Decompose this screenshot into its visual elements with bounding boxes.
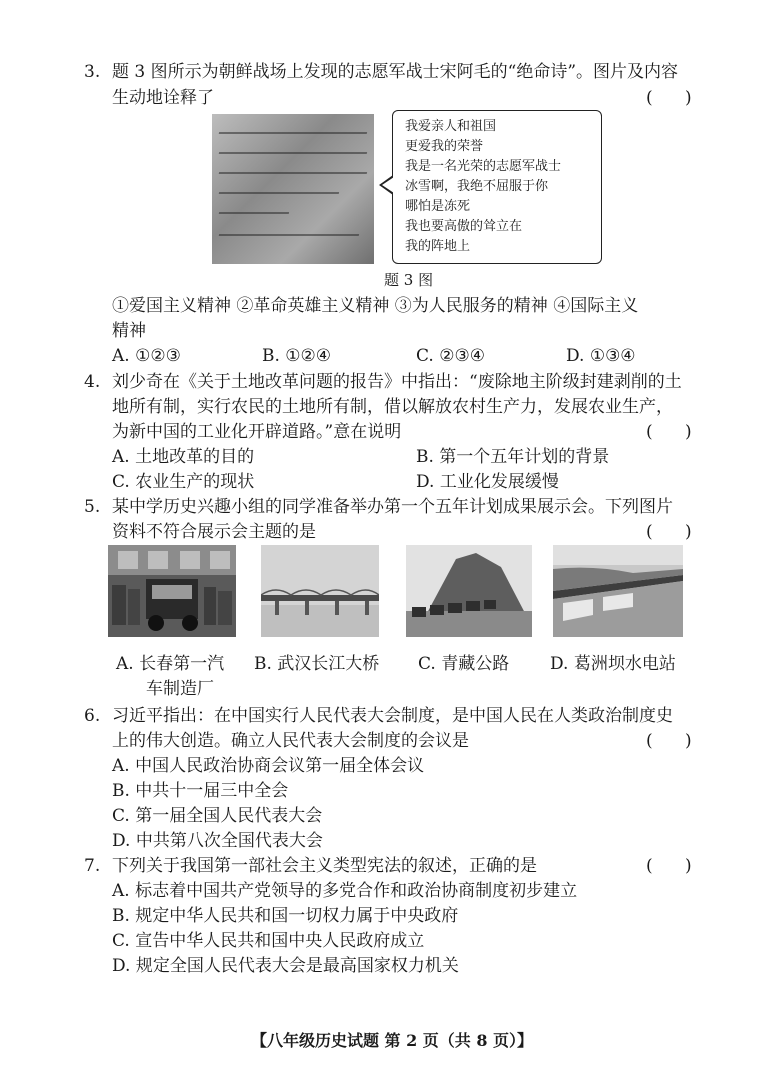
q6-answer-paren: ( ): [646, 731, 692, 751]
photo-qinghai-tibet-highway: [406, 545, 532, 637]
q7-option-b: B. 规定中华人民共和国一切权力属于中央政府: [112, 906, 459, 926]
handwritten-poem-photo: [212, 114, 374, 264]
q4-answer-paren: ( ): [646, 422, 692, 442]
poem-line: 我也要高傲的耸立在: [405, 219, 523, 234]
q5-option-a: A. 长春第一汽: [116, 654, 225, 674]
q3-option-c: C. ②③④: [416, 346, 485, 366]
q6-option-c: C. 第一届全国人民代表大会: [112, 806, 323, 826]
q7-option-d: D. 规定全国人民代表大会是最高国家权力机关: [112, 956, 459, 976]
poem-line: 冰雪啊，我绝不屈服于你: [405, 179, 549, 194]
q3-items-line1: ①爱国主义精神 ②革命英雄主义精神 ③为人民服务的精神 ④国际主义: [112, 296, 639, 316]
q3-option-a: A. ①②③: [112, 346, 181, 366]
q5-option-d: D. 葛洲坝水电站: [550, 654, 676, 674]
q4-option-b: B. 第一个五年计划的背景: [416, 447, 610, 467]
q5-stem-line1: 某中学历史兴趣小组的同学准备举办第一个五年计划成果展示会。下列图片: [112, 497, 673, 517]
q7-stem-line1: 下列关于我国第一部社会主义类型宪法的叙述，正确的是: [112, 856, 537, 876]
q3-number: 3.: [84, 62, 101, 82]
q7-answer-paren: ( ): [646, 856, 692, 876]
poem-line: 我爱亲人和祖国: [405, 119, 497, 134]
q5-answer-paren: ( ): [646, 522, 692, 542]
photo-changchun-auto-plant: [108, 545, 236, 637]
q7-option-c: C. 宣告中华人民共和国中央人民政府成立: [112, 931, 425, 951]
poem-line: 更爱我的荣誉: [405, 139, 484, 154]
photo-gezhouba-dam: [553, 545, 683, 637]
q3-items-line2: 精神: [112, 321, 146, 341]
q6-stem-line2: 上的伟大创造。确立人民代表大会制度的会议是: [112, 731, 469, 751]
q5-option-b: B. 武汉长江大桥: [254, 654, 380, 674]
q4-number: 4.: [84, 372, 101, 392]
q6-stem-line1: 习近平指出：在中国实行人民代表大会制度，是中国人民在人类政治制度史: [112, 706, 673, 726]
q5-number: 5.: [84, 497, 101, 517]
q3-answer-paren: ( ): [646, 88, 692, 108]
q5-stem-line2: 资料不符合展示会主题的是: [112, 522, 316, 542]
q3-option-d: D. ①③④: [566, 346, 636, 366]
figure-caption: 题 3 图: [384, 271, 434, 289]
q4-option-a: A. 土地改革的目的: [112, 447, 255, 467]
q4-option-c: C. 农业生产的现状: [112, 472, 255, 492]
photo-wuhan-bridge: [261, 545, 379, 637]
q5-option-a-continued: 车制造厂: [146, 679, 214, 699]
poem-speech-bubble: [392, 110, 602, 264]
q6-option-d: D. 中共第八次全国代表大会: [112, 831, 323, 851]
q6-number: 6.: [84, 706, 101, 726]
q3-stem-line2: 生动地诠释了: [112, 88, 214, 108]
q4-option-d: D. 工业化发展缓慢: [416, 472, 559, 492]
poem-line: 我的阵地上: [405, 239, 471, 254]
q4-stem-line3: 为新中国的工业化开辟道路。”意在说明: [112, 422, 402, 442]
q6-option-a: A. 中国人民政治协商会议第一届全体会议: [112, 756, 425, 776]
q7-option-a: A. 标志着中国共产党领导的多党合作和政治协商制度初步建立: [112, 881, 578, 901]
poem-line: 我是一名光荣的志愿军战士: [405, 159, 562, 174]
q4-stem-line2: 地所有制，实行农民的土地所有制，借以解放农村生产力，发展农业生产，: [112, 397, 673, 417]
q5-option-c: C. 青藏公路: [418, 654, 510, 674]
q6-option-b: B. 中共十一届三中全会: [112, 781, 289, 801]
poem-line: 哪怕是冻死: [405, 199, 471, 214]
page-footer: 【八年级历史试题 第 2 页（共 8 页）】: [250, 1031, 534, 1050]
q7-number: 7.: [84, 856, 101, 876]
q3-stem-line1: 题 3 图所示为朝鲜战场上发现的志愿军战士宋阿毛的“绝命诗”。图片及内容: [112, 62, 679, 82]
q4-stem-line1: 刘少奇在《关于土地改革问题的报告》中指出：“废除地主阶级封建剥削的土: [112, 372, 682, 392]
q3-option-b: B. ①②④: [262, 346, 332, 366]
